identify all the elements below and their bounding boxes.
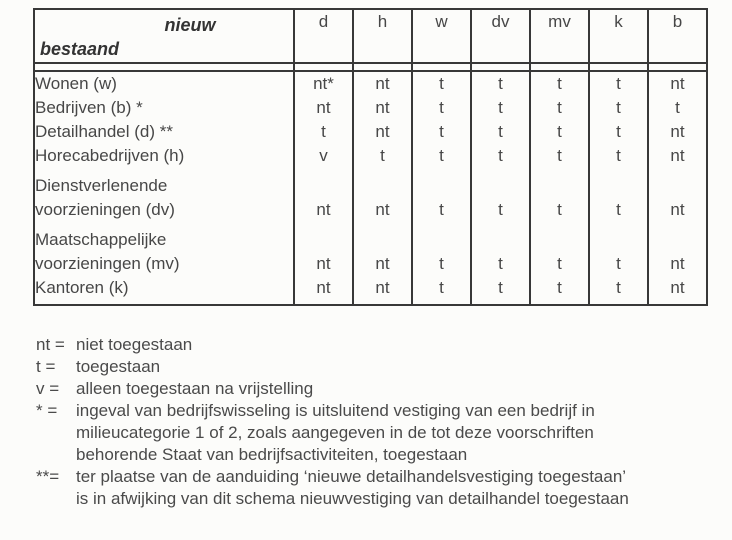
table-row-kantoren [34, 276, 707, 305]
legend-line: behorende Staat van bedrijfsactiviteiten, toegestaan [76, 445, 468, 464]
row-label [34, 144, 294, 168]
legend-line: alleen toegestaan na vrijstelling [76, 379, 314, 398]
legend-text [76, 378, 732, 400]
row-label [34, 96, 294, 120]
matrix-cell: t [412, 222, 471, 276]
legend [36, 334, 732, 510]
matrix-cell: nt [648, 222, 707, 276]
matrix-cell: t [294, 120, 353, 144]
table-row-dienstverlenende-voorzieningen [34, 168, 707, 222]
matrix-cell: t [471, 71, 530, 96]
matrix-cell: t [471, 144, 530, 168]
matrix-cell: nt [353, 276, 412, 305]
row-label-line: Dienstverlenende [35, 176, 168, 195]
matrix-cell: nt [353, 96, 412, 120]
scanned-document-page [0, 8, 732, 540]
matrix-cell: t [530, 222, 589, 276]
row-label [34, 168, 294, 222]
matrix-cell: t [353, 144, 412, 168]
matrix-cell: t [412, 144, 471, 168]
header-row [34, 9, 707, 63]
matrix-cell: t [530, 71, 589, 96]
zoning-permission-matrix [33, 8, 708, 306]
legend-item-t [36, 356, 732, 378]
matrix-cell: t [471, 168, 530, 222]
matrix-cell: nt [353, 222, 412, 276]
row-label-line: Kantoren (k) [35, 278, 129, 297]
matrix-cell: t [648, 96, 707, 120]
legend-line: ter plaatse van de aanduiding ‘nieuwe detailhandelsvestiging toegestaan’ [76, 467, 627, 486]
gap-cell [412, 63, 471, 71]
row-label-line: Horecabedrijven (h) [35, 146, 185, 165]
matrix-cell: t [530, 168, 589, 222]
matrix-cell: nt [294, 276, 353, 305]
row-label-line: Detailhandel (d) ** [35, 122, 173, 141]
matrix-cell: t [530, 144, 589, 168]
gap-cell [589, 63, 648, 71]
row-label-line: voorzieningen (dv) [35, 200, 175, 219]
legend-symbol: t = [36, 357, 56, 376]
row-label [34, 276, 294, 305]
matrix-cell: t [471, 276, 530, 305]
matrix-cell: t [412, 71, 471, 96]
row-label-line: Bedrijven (b) * [35, 98, 143, 117]
legend-line: ingeval van bedrijfswisseling is uitsluitend vestiging van een bedrijf in [76, 401, 595, 420]
matrix-cell: nt [648, 71, 707, 96]
column-header-mv: mv [530, 9, 589, 63]
legend-symbol: nt = [36, 335, 65, 354]
matrix-cell: nt [294, 96, 353, 120]
matrix-cell: t [589, 222, 648, 276]
legend-line: milieucategorie 1 of 2, zoals aangegeven in de tot deze voorschriften [76, 423, 594, 442]
legend-item-asterisk [36, 400, 732, 466]
column-header-b: b [648, 9, 707, 63]
column-header-k: k [589, 9, 648, 63]
column-header-d: d [294, 9, 353, 63]
table-row-bedrijven [34, 96, 707, 120]
matrix-cell: t [589, 168, 648, 222]
column-header-dv: dv [471, 9, 530, 63]
legend-text [76, 356, 732, 378]
matrix-cell: t [412, 120, 471, 144]
matrix-cell: nt [353, 120, 412, 144]
legend-text [76, 334, 732, 356]
legend-line: toegestaan [76, 357, 161, 376]
matrix-cell: t [471, 222, 530, 276]
legend-text [76, 466, 732, 510]
matrix-cell: t [412, 168, 471, 222]
matrix-cell: nt [648, 168, 707, 222]
matrix-cell: nt [648, 120, 707, 144]
corner-wrap [35, 10, 293, 62]
matrix-cell: t [412, 96, 471, 120]
matrix-cell: nt [353, 71, 412, 96]
matrix-cell: t [530, 276, 589, 305]
column-header-w: w [412, 9, 471, 63]
corner-cell [34, 9, 294, 63]
gap-cell [648, 63, 707, 71]
matrix-cell: nt [648, 276, 707, 305]
matrix-cell: t [412, 276, 471, 305]
column-header-h: h [353, 9, 412, 63]
row-label [34, 71, 294, 96]
table-row-detailhandel [34, 120, 707, 144]
matrix-cell: t [589, 71, 648, 96]
matrix-cell: t [530, 96, 589, 120]
matrix-cell: nt [353, 168, 412, 222]
gap-cell [353, 63, 412, 71]
row-label-line: Maatschappelijke [35, 230, 167, 249]
matrix-cell: v [294, 144, 353, 168]
row-label [34, 222, 294, 276]
gap-cell [34, 63, 294, 71]
legend-symbol: * = [36, 401, 58, 420]
gap-cell [294, 63, 353, 71]
matrix-cell: nt [294, 222, 353, 276]
legend-line: niet toegestaan [76, 335, 193, 354]
row-label [34, 120, 294, 144]
matrix-cell: nt [294, 168, 353, 222]
legend-item-double-asterisk [36, 466, 732, 510]
header-gap-row [34, 63, 707, 71]
matrix-cell: t [589, 144, 648, 168]
matrix-cell: t [589, 120, 648, 144]
row-label-line: voorzieningen (mv) [35, 254, 180, 273]
legend-text [76, 400, 732, 466]
matrix-cell: nt [648, 144, 707, 168]
legend-symbol: v = [36, 379, 60, 398]
matrix-cell: t [471, 120, 530, 144]
row-label-line: Wonen (w) [35, 74, 117, 93]
legend-symbol: **= [36, 467, 60, 486]
table-row-horecabedrijven [34, 144, 707, 168]
legend-item-nt [36, 334, 732, 356]
legend-item-v [36, 378, 732, 400]
matrix-cell: t [589, 276, 648, 305]
matrix-cell: t [530, 120, 589, 144]
gap-cell [530, 63, 589, 71]
matrix-cell: t [471, 96, 530, 120]
corner-label-bestaand: bestaand [40, 39, 120, 59]
matrix-cell: t [589, 96, 648, 120]
legend-line: is in afwijking van dit schema nieuwvestiging van detailhandel toegestaan [76, 489, 629, 508]
corner-label-nieuw: nieuw [164, 15, 216, 35]
gap-cell [471, 63, 530, 71]
table-row-maatschappelijke-voorzieningen [34, 222, 707, 276]
matrix-cell: nt* [294, 71, 353, 96]
table-row-wonen [34, 71, 707, 96]
